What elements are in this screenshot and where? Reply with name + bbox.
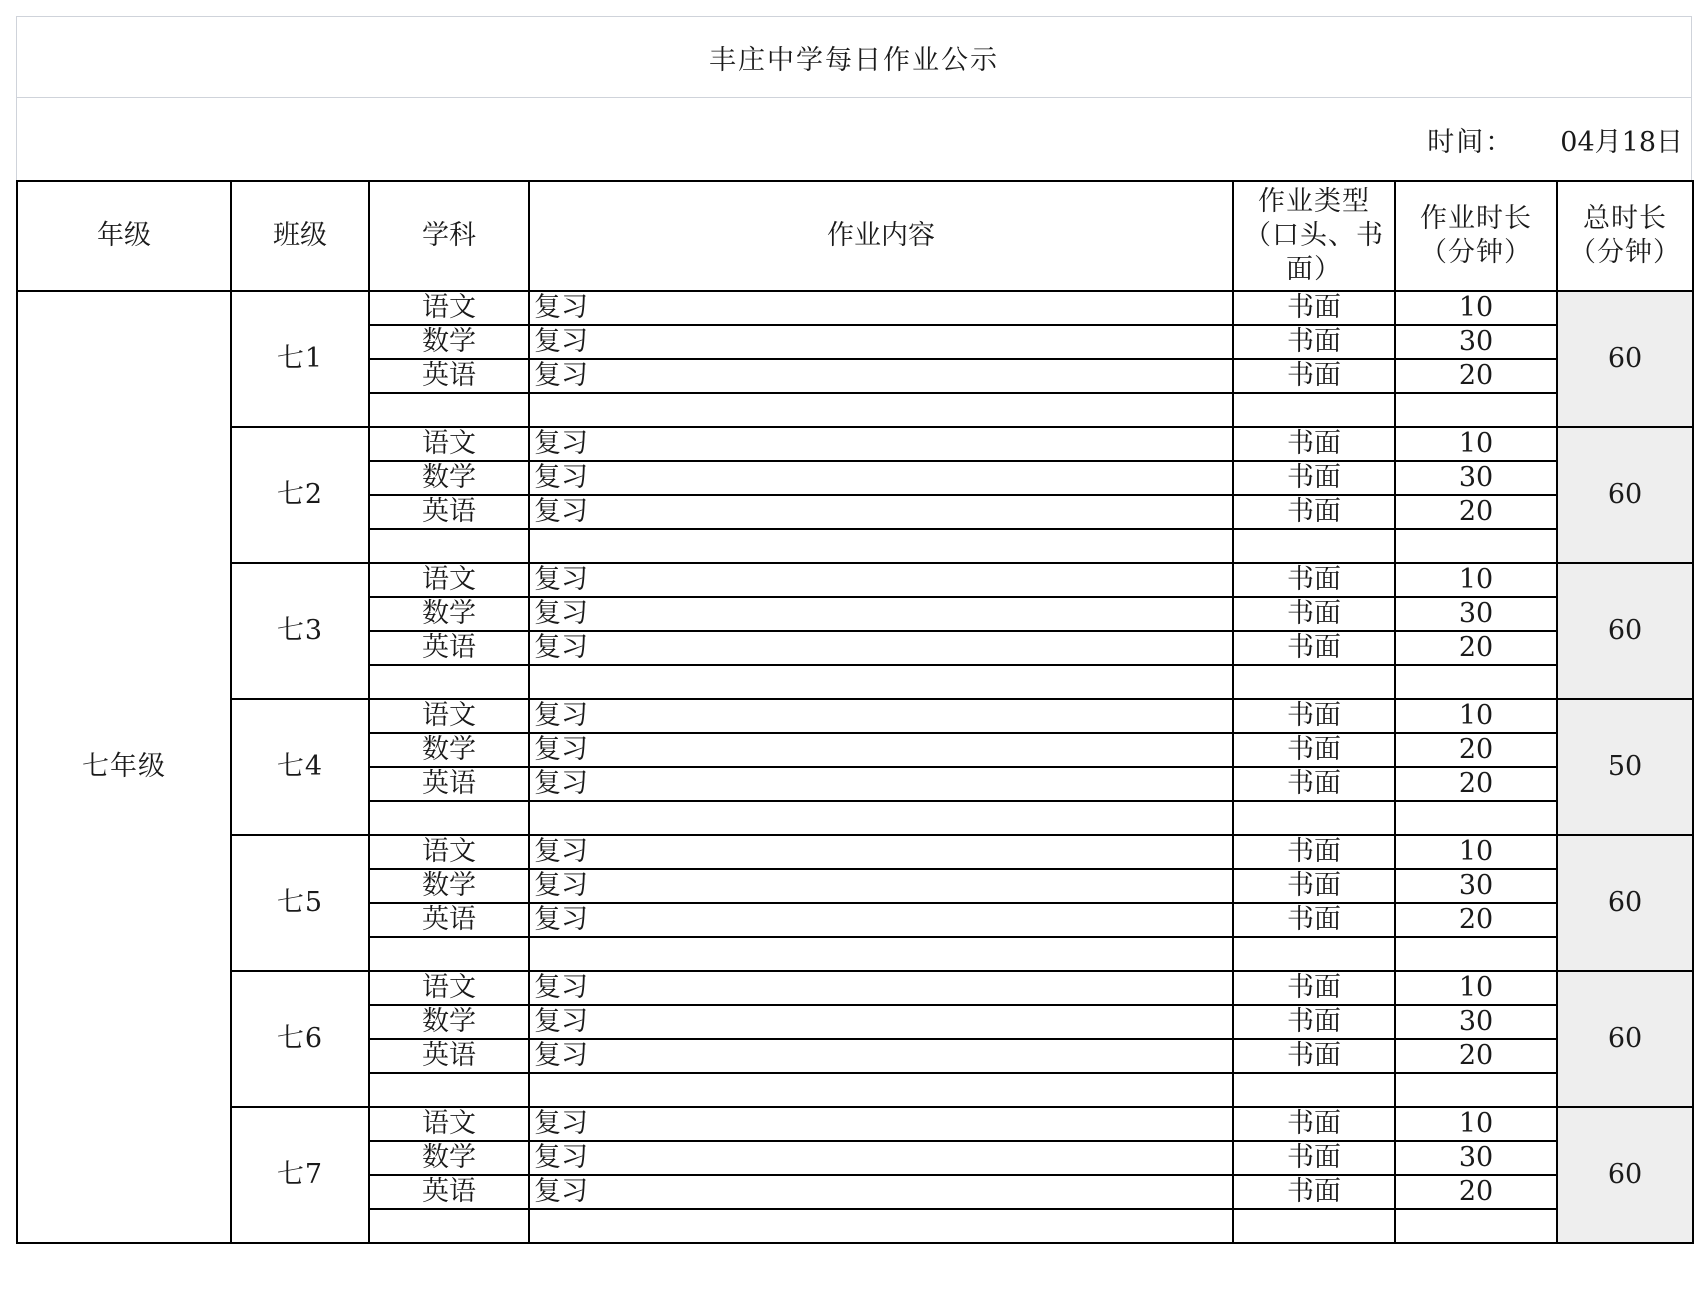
- subject-cell: 语文: [369, 971, 529, 1005]
- subject-cell: 语文: [369, 427, 529, 461]
- subject-cell: 语文: [369, 699, 529, 733]
- header-total: 总时长（分钟）: [1557, 181, 1693, 291]
- type-cell: 书面: [1233, 1039, 1395, 1073]
- subject-cell-empty: [369, 1209, 529, 1243]
- content-cell: 复习: [529, 971, 1233, 1005]
- table-body: [17, 291, 1693, 1243]
- page-title: 丰庄中学每日作业公示: [16, 16, 1692, 98]
- content-cell: 复习: [529, 699, 1233, 733]
- type-cell: 书面: [1233, 325, 1395, 359]
- subject-cell: 语文: [369, 291, 529, 325]
- minutes-cell: 20: [1395, 1175, 1557, 1209]
- type-cell: 书面: [1233, 767, 1395, 801]
- minutes-cell-empty: [1395, 937, 1557, 971]
- class-cell: 七6: [231, 971, 369, 1107]
- subject-cell: 英语: [369, 495, 529, 529]
- minutes-cell: 30: [1395, 597, 1557, 631]
- minutes-cell-empty: [1395, 1209, 1557, 1243]
- header-row: [17, 181, 1693, 291]
- subject-cell: 英语: [369, 1039, 529, 1073]
- type-cell: 书面: [1233, 631, 1395, 665]
- minutes-cell: 20: [1395, 733, 1557, 767]
- table-row: [17, 291, 1693, 325]
- type-cell-empty: [1233, 801, 1395, 835]
- content-cell-empty: [529, 801, 1233, 835]
- minutes-cell-empty: [1395, 529, 1557, 563]
- header-type: 作业类型（口头、书面）: [1233, 181, 1395, 291]
- type-cell: 书面: [1233, 563, 1395, 597]
- subject-cell: 英语: [369, 767, 529, 801]
- minutes-cell: 30: [1395, 325, 1557, 359]
- minutes-cell-empty: [1395, 1073, 1557, 1107]
- content-cell-empty: [529, 1209, 1233, 1243]
- subject-cell: 英语: [369, 1175, 529, 1209]
- minutes-cell: 20: [1395, 631, 1557, 665]
- subject-cell-empty: [369, 665, 529, 699]
- type-cell: 书面: [1233, 1107, 1395, 1141]
- type-cell: 书面: [1233, 359, 1395, 393]
- content-cell: 复习: [529, 631, 1233, 665]
- date-value: 04月18日: [1560, 126, 1683, 158]
- header-subject: 学科: [369, 181, 529, 291]
- minutes-cell: 10: [1395, 291, 1557, 325]
- subject-cell: 英语: [369, 359, 529, 393]
- table-row: [17, 563, 1693, 597]
- minutes-cell: 20: [1395, 359, 1557, 393]
- minutes-cell: 30: [1395, 869, 1557, 903]
- homework-sheet: [16, 16, 1692, 1244]
- total-cell: 60: [1557, 563, 1693, 699]
- type-cell: 书面: [1233, 1005, 1395, 1039]
- type-cell: 书面: [1233, 699, 1395, 733]
- minutes-cell: 10: [1395, 971, 1557, 1005]
- homework-table: [16, 180, 1694, 1244]
- minutes-cell-empty: [1395, 665, 1557, 699]
- total-cell: 50: [1557, 699, 1693, 835]
- header-class: 班级: [231, 181, 369, 291]
- minutes-cell: 10: [1395, 835, 1557, 869]
- type-cell: 书面: [1233, 733, 1395, 767]
- type-cell: 书面: [1233, 461, 1395, 495]
- content-cell: 复习: [529, 427, 1233, 461]
- minutes-cell: 20: [1395, 903, 1557, 937]
- header-content: 作业内容: [529, 181, 1233, 291]
- type-cell: 书面: [1233, 971, 1395, 1005]
- content-cell-empty: [529, 529, 1233, 563]
- table-row: [17, 971, 1693, 1005]
- minutes-cell-empty: [1395, 393, 1557, 427]
- class-cell: 七1: [231, 291, 369, 427]
- type-cell: 书面: [1233, 835, 1395, 869]
- content-cell-empty: [529, 1073, 1233, 1107]
- content-cell-empty: [529, 937, 1233, 971]
- subject-cell: 数学: [369, 325, 529, 359]
- content-cell: 复习: [529, 291, 1233, 325]
- type-cell: 书面: [1233, 869, 1395, 903]
- content-cell: 复习: [529, 1005, 1233, 1039]
- type-cell-empty: [1233, 393, 1395, 427]
- subject-cell: 数学: [369, 461, 529, 495]
- total-cell: 60: [1557, 1107, 1693, 1243]
- type-cell: 书面: [1233, 1175, 1395, 1209]
- type-cell: 书面: [1233, 495, 1395, 529]
- content-cell: 复习: [529, 1039, 1233, 1073]
- minutes-cell: 20: [1395, 495, 1557, 529]
- content-cell: 复习: [529, 767, 1233, 801]
- subject-cell: 语文: [369, 563, 529, 597]
- subject-cell: 英语: [369, 903, 529, 937]
- class-cell: 七5: [231, 835, 369, 971]
- type-cell-empty: [1233, 937, 1395, 971]
- content-cell: 复习: [529, 563, 1233, 597]
- content-cell: 复习: [529, 733, 1233, 767]
- type-cell: 书面: [1233, 597, 1395, 631]
- table-row: [17, 427, 1693, 461]
- total-cell: 60: [1557, 835, 1693, 971]
- type-cell-empty: [1233, 665, 1395, 699]
- minutes-cell: 30: [1395, 1141, 1557, 1175]
- subject-cell: 英语: [369, 631, 529, 665]
- subject-cell-empty: [369, 529, 529, 563]
- class-cell: 七2: [231, 427, 369, 563]
- minutes-cell-empty: [1395, 801, 1557, 835]
- subject-cell: 数学: [369, 869, 529, 903]
- minutes-cell: 10: [1395, 699, 1557, 733]
- type-cell: 书面: [1233, 1141, 1395, 1175]
- class-cell: 七3: [231, 563, 369, 699]
- minutes-cell: 30: [1395, 461, 1557, 495]
- content-cell: 复习: [529, 1175, 1233, 1209]
- subject-cell: 数学: [369, 1005, 529, 1039]
- content-cell: 复习: [529, 903, 1233, 937]
- table-row: [17, 1107, 1693, 1141]
- subject-cell-empty: [369, 1073, 529, 1107]
- content-cell: 复习: [529, 495, 1233, 529]
- content-cell: 复习: [529, 869, 1233, 903]
- header-duration: 作业时长（分钟）: [1395, 181, 1557, 291]
- subject-cell: 数学: [369, 1141, 529, 1175]
- subject-cell-empty: [369, 393, 529, 427]
- total-cell: 60: [1557, 291, 1693, 427]
- subject-cell: 语文: [369, 1107, 529, 1141]
- minutes-cell: 20: [1395, 1039, 1557, 1073]
- date-row: [16, 98, 1692, 180]
- class-cell: 七4: [231, 699, 369, 835]
- content-cell: 复习: [529, 461, 1233, 495]
- type-cell: 书面: [1233, 903, 1395, 937]
- table-row: [17, 835, 1693, 869]
- content-cell: 复习: [529, 597, 1233, 631]
- total-cell: 60: [1557, 971, 1693, 1107]
- type-cell-empty: [1233, 529, 1395, 563]
- header-grade: 年级: [17, 181, 231, 291]
- content-cell: 复习: [529, 835, 1233, 869]
- minutes-cell: 30: [1395, 1005, 1557, 1039]
- content-cell: 复习: [529, 325, 1233, 359]
- type-cell: 书面: [1233, 291, 1395, 325]
- grade-cell: 七年级: [17, 291, 231, 1243]
- subject-cell-empty: [369, 801, 529, 835]
- content-cell-empty: [529, 665, 1233, 699]
- subject-cell: 数学: [369, 597, 529, 631]
- content-cell: 复习: [529, 359, 1233, 393]
- minutes-cell: 10: [1395, 563, 1557, 597]
- type-cell: 书面: [1233, 427, 1395, 461]
- content-cell: 复习: [529, 1141, 1233, 1175]
- type-cell-empty: [1233, 1209, 1395, 1243]
- minutes-cell: 10: [1395, 427, 1557, 461]
- class-cell: 七7: [231, 1107, 369, 1243]
- subject-cell: 数学: [369, 733, 529, 767]
- content-cell: 复习: [529, 1107, 1233, 1141]
- type-cell-empty: [1233, 1073, 1395, 1107]
- minutes-cell: 20: [1395, 767, 1557, 801]
- subject-cell: 语文: [369, 835, 529, 869]
- total-cell: 60: [1557, 427, 1693, 563]
- table-row: [17, 699, 1693, 733]
- subject-cell-empty: [369, 937, 529, 971]
- content-cell-empty: [529, 393, 1233, 427]
- minutes-cell: 10: [1395, 1107, 1557, 1141]
- date-label: 时间：: [1427, 126, 1515, 158]
